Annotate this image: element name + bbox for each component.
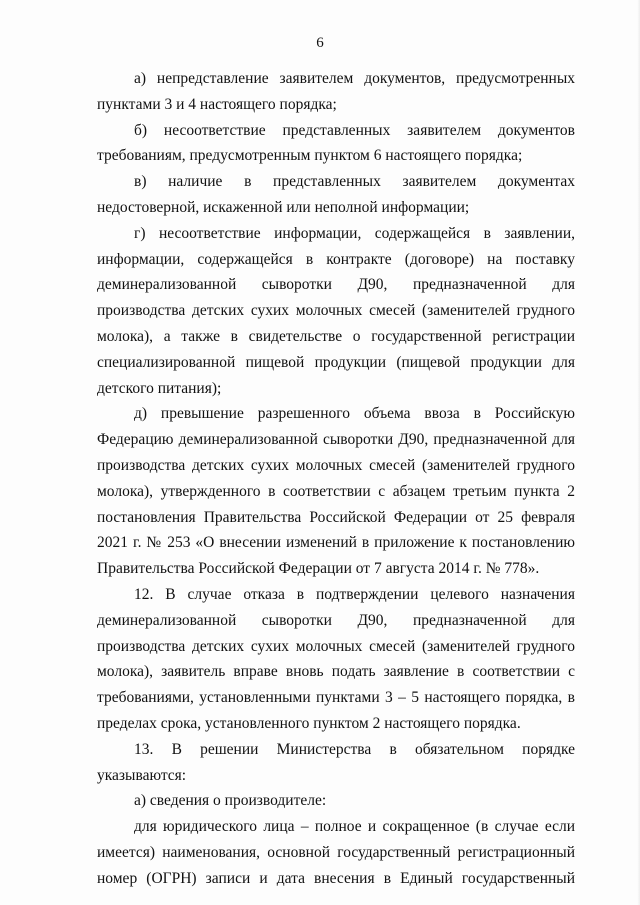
paragraph-legal-entity: для юридического лица – полное и сокращенное (в случае если имеется) наименования, основной государственный регистрационный номер (ОГРН) записи и дата внесения в Единый государственный: [97, 818, 575, 887]
paragraph-clause-12: 12. В случае отказа в подтверждении целевого назначения деминерализованной сыворотки Д90, предназначенной для производства детских сухих молочных смесей (заменителей грудного молока), заявитель вправе вновь подать заявление в соответствии с требованиями, установленными пунктами 3 – 5 настоящего порядка, в пределах срока, установленного пунктом 2 настоящего порядка.: [97, 585, 575, 732]
page-number: 6: [316, 35, 324, 51]
paragraph-item-v-unreliable-info: в) наличие в представленных заявителем документах недостоверной, искаженной или неполной информации;: [97, 173, 575, 216]
paragraph-item-g-information-mismatch: г) несоответствие информации, содержащейся в заявлении, информации, содержащейся в контракте (договоре) на поставку деминерализованной сыворотки Д90, предназначенной для производства детских сухих молочных смесей (заменителей грудного молока), а также в свидетельстве о государственной регистрации специализированной пищевой продукции (пищевой продукции для детского питания);: [97, 224, 575, 397]
paragraph-item-b-noncompliance: б) несоответствие представленных заявителем документов требованиям, предусмотренным пунктом 6 настоящего порядка;: [97, 121, 575, 165]
paragraph-item-a-producer-info: а) сведения о производителе:: [134, 792, 327, 810]
paragraph-clause-13: 13. В решении Министерства в обязательном порядке указываются:: [97, 740, 575, 784]
paragraph-item-d-volume-exceeded: д) превышение разрешенного объема ввоза в Российскую Федерацию деминерализованной сыворотки Д90, предназначенной для производства детских сухих молочных смесей (заменителей грудного молока), утвержденного в соответствии с абзацем третьим пункта 2 постановления Правительства Российской Федерации от 25 февраля 2021 г. № 253 «О внесении изменений в приложение к постановлению Правительства Российской Федерации от 7 августа 2014 г. № 778».: [97, 405, 575, 578]
document-body: [97, 66, 575, 892]
paragraph-item-a-nonsubmission: а) непредставление заявителем документов, предусмотренных пунктами 3 и 4 настоящего порядка;: [97, 70, 575, 113]
